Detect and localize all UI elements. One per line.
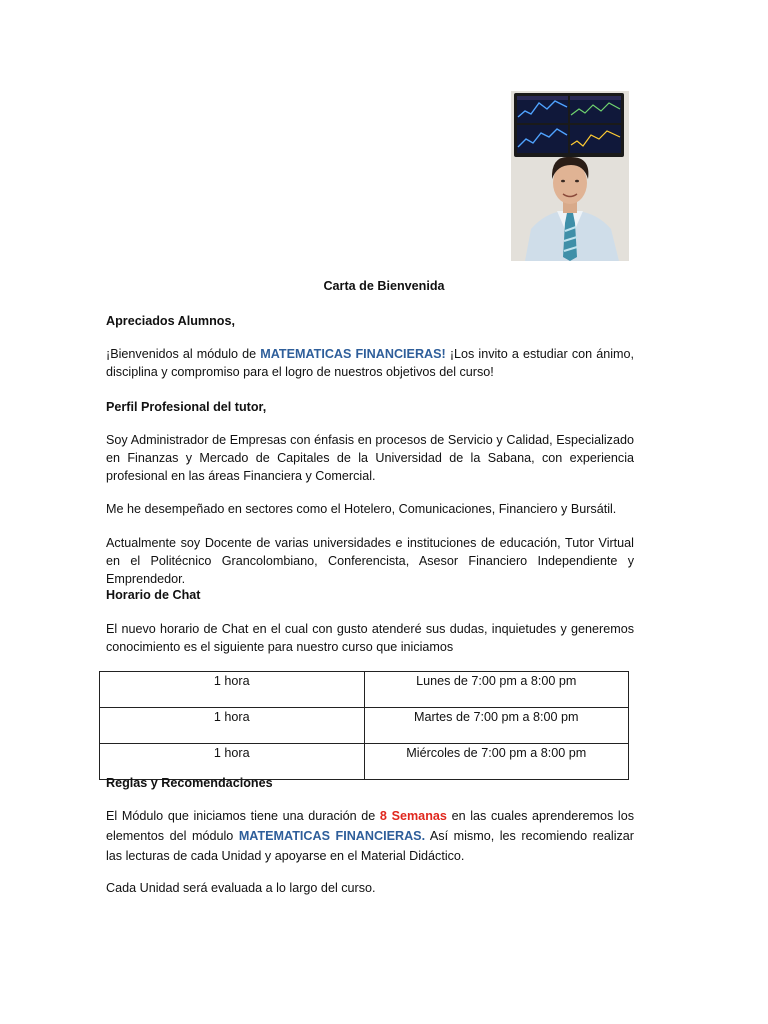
rules-part-3: Así mismo, les recomiendo realizar las lecturas de cada Unidad y apoyarse en el Material Didáctico. xyxy=(106,829,634,863)
duration-weeks: 8 Semanas xyxy=(379,809,447,823)
evaluation-note: Cada Unidad será evaluada a lo largo del curso. xyxy=(106,881,376,895)
schedule-duration: 1 hora xyxy=(100,744,365,780)
rules-part-2: en las cuales aprenderemos los elementos del módulo xyxy=(106,809,635,843)
table-row xyxy=(100,708,629,744)
schedule-time: Miércoles de 7:00 pm a 8:00 pm xyxy=(364,744,629,780)
course-name: MATEMATICAS FINANCIERAS! xyxy=(260,347,446,361)
profile-paragraph-2: Me he desempeñado en sectores como el Hotelero, Comunicaciones, Financiero y Bursátil. xyxy=(106,502,617,516)
chat-schedule-table xyxy=(99,671,629,780)
rules-part-1: El Módulo que iniciamos tiene una duración de xyxy=(106,809,380,823)
profile-paragraph-3: Actualmente soy Docente de varias universidades e instituciones de educación, Tutor Virtual en el Politécnico Grancolombiano, Conferencista, Asesor Financiero Independiente y Emprendedor. xyxy=(106,536,634,586)
rules-paragraph xyxy=(106,806,634,866)
profile-paragraph-1: Soy Administrador de Empresas con énfasis en procesos de Servicio y Calidad, Especializado en Finanzas y Mercado de Capitales de la Universidad de la Sabana, con experiencia profesional en las áreas Financiera y Comercial. xyxy=(106,433,634,483)
schedule-time: Martes de 7:00 pm a 8:00 pm xyxy=(364,708,629,744)
table-row xyxy=(100,672,629,708)
greeting: Apreciados Alumnos, xyxy=(106,314,235,328)
letter-title: Carta de Bienvenida xyxy=(323,279,445,293)
welcome-suffix: ¡Los invito a estudiar con ánimo, disciplina y compromiso para el logro de nuestros objetivos del curso! xyxy=(106,347,635,379)
profile-heading: Perfil Profesional del tutor, xyxy=(106,400,267,414)
schedule-time: Lunes de 7:00 pm a 8:00 pm xyxy=(364,672,629,708)
rules-heading: Reglas y Recomendaciones xyxy=(106,776,273,790)
welcome-prefix: ¡Bienvenidos al módulo de xyxy=(106,347,261,361)
welcome-paragraph xyxy=(106,345,634,381)
chat-intro-paragraph: El nuevo horario de Chat en el cual con gusto atenderé sus dudas, inquietudes y generemos conocimiento es el siguiente para nuestro curso que iniciamos xyxy=(106,622,634,654)
schedule-duration: 1 hora xyxy=(100,672,365,708)
schedule-duration: 1 hora xyxy=(100,708,365,744)
chat-heading: Horario de Chat xyxy=(106,588,201,602)
tutor-photo xyxy=(511,91,629,261)
course-name: MATEMATICAS FINANCIERAS. xyxy=(238,829,426,843)
tutor-photo-illustration xyxy=(511,91,629,261)
